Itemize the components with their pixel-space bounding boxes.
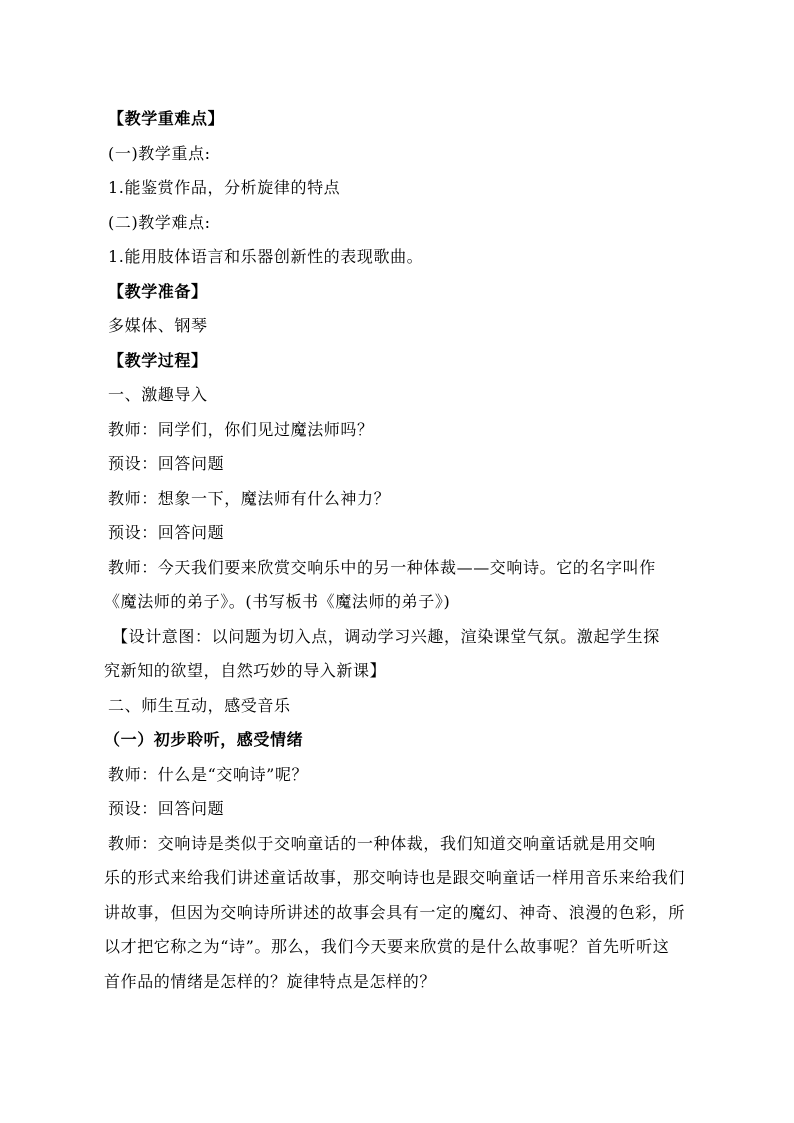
difficulty-item-1: 1.能用肢体语言和乐器创新性的表现歌曲。 bbox=[108, 247, 424, 266]
answer-line: 预设：回答问题 bbox=[108, 523, 225, 542]
design-intent-line: 究新知的欲望，自然巧妙的导入新课】 bbox=[104, 661, 387, 680]
subheading-focus: (一)教学重点: bbox=[108, 144, 211, 163]
preparation-text: 多媒体、钢琴 bbox=[108, 316, 208, 335]
focus-item-1: 1.能鉴赏作品，分析旋律的特点 bbox=[108, 178, 341, 197]
dialogue-line: 以才把它称之为“诗”。那么，我们今天要来欣赏的是什么故事呢？首先听听这 bbox=[104, 937, 670, 956]
step-2-title: 二、师生互动，感受音乐 bbox=[108, 696, 291, 715]
dialogue-line: 讲故事，但因为交响诗所讲述的故事会具有一定的魔幻、神奇、浪漫的色彩，所 bbox=[104, 903, 686, 922]
dialogue-line: 教师：今天我们要来欣赏交响乐中的另一种体裁——交响诗。它的名字叫作 bbox=[108, 558, 656, 577]
dialogue-line: 教师：交响诗是类似于交响童话的一种体裁，我们知道交响童话就是用交响 bbox=[108, 834, 656, 853]
answer-line: 预设：回答问题 bbox=[108, 454, 225, 473]
dialogue-line: 《魔法师的弟子》。(书写板书《魔法师的弟子》) bbox=[104, 592, 451, 611]
dialogue-line: 教师：什么是“交响诗”呢？ bbox=[108, 765, 309, 784]
heading-preparation: 【教学准备】 bbox=[108, 282, 208, 301]
dialogue-line: 首作品的情绪是怎样的？旋律特点是怎样的？ bbox=[104, 972, 437, 991]
dialogue-line: 教师：想象一下，魔法师有什么神力？ bbox=[108, 489, 391, 508]
answer-line: 预设：回答问题 bbox=[108, 799, 225, 818]
dialogue-line: 教师：同学们，你们见过魔法师吗？ bbox=[108, 420, 374, 439]
dialogue-line: 乐的形式来给我们讲述童话故事，那交响诗也是跟交响童话一样用音乐来给我们 bbox=[104, 868, 686, 887]
design-intent-line: 【设计意图：以问题为切入点，调动学习兴趣，渲染课堂气氛。激起学生探 bbox=[112, 627, 660, 646]
heading-key-points: 【教学重难点】 bbox=[108, 109, 225, 128]
step-1-title: 一、激趣导入 bbox=[108, 385, 208, 404]
subheading-difficulty: (二)教学难点: bbox=[108, 213, 211, 232]
sub-step-1-title: （一）初步聆听，感受情绪 bbox=[104, 730, 304, 749]
heading-process: 【教学过程】 bbox=[108, 351, 208, 370]
